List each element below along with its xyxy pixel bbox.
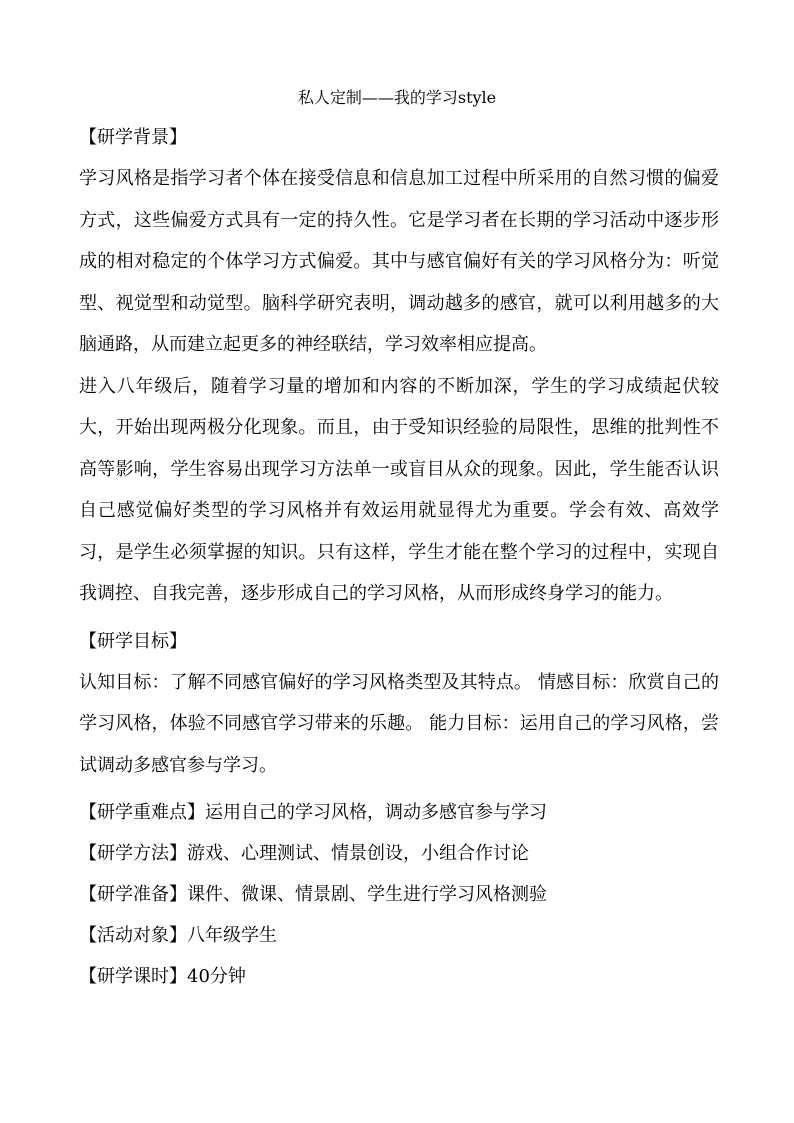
info-label-duration: 【研学课时】 (79, 966, 187, 987)
section-heading-goals: 【研学目标】 (79, 630, 187, 652)
info-value-key-points: 运用自己的学习风格，调动多感官参与学习 (205, 802, 547, 823)
info-value-preparation: 课件、微课、情景剧、学生进行学习风格测验 (187, 884, 547, 905)
info-label-audience: 【活动对象】 (79, 925, 187, 946)
info-line-key-points (79, 799, 719, 827)
info-label-preparation: 【研学准备】 (79, 884, 187, 905)
section-heading-background: 【研学背景】 (79, 127, 187, 148)
info-label-methods: 【研学方法】 (79, 843, 187, 864)
info-line-methods (79, 840, 719, 868)
info-line-duration (79, 963, 719, 991)
info-line-audience (79, 922, 719, 950)
document-body (79, 124, 719, 1004)
info-value-audience: 八年级学生 (187, 925, 277, 946)
info-value-duration: 40分钟 (187, 966, 246, 987)
document-title: 私人定制——我的学习style (297, 88, 497, 107)
info-value-methods: 游戏、心理测试、情景创设，小组合作讨论 (187, 843, 529, 864)
background-paragraph-2: 进入八年级后，随着学习量的增加和内容的不断加深，学生的学习成绩起伏较大，开始出现两极分化现象。而且，由于受知识经验的局限性，思维的批判性不高等影响，学生容易出现学习方法单一或盲目从众的现象。因此，学生能否认识自己感觉偏好类型的学习风格并有效运用就显得尤为重要。学会有效、高效学习，是学生必须掌握的知识。只有这样，学生才能在整个学习的过程中，实现自我调控、自我完善，逐步形成自己的学习风格，从而形成终身学习的能力。 (79, 375, 719, 604)
goals-paragraph: 认知目标：了解不同感官偏好的学习风格类型及其特点。 情感目标：欣赏自己的学习风格，体验不同感官学习带来的乐趣。 能力目标：运用自己的学习风格，尝试调动多感官参与学习。 (79, 671, 719, 776)
info-line-preparation (79, 881, 719, 909)
info-label-key-points: 【研学重难点】 (79, 802, 205, 823)
background-paragraph-1: 学习风格是指学习者个体在接受信息和信息加工过程中所采用的自然习惯的偏爱方式，这些偏爱方式具有一定的持久性。它是学习者在长期的学习活动中逐步形成的相对稳定的个体学习方式偏爱。其中与感官偏好有关的学习风格分为：听觉型、视觉型和动觉型。脑科学研究表明，调动越多的感官，就可以利用越多的大脑通路，从而建立起更多的神经联结，学习效率相应提高。 (79, 168, 719, 355)
